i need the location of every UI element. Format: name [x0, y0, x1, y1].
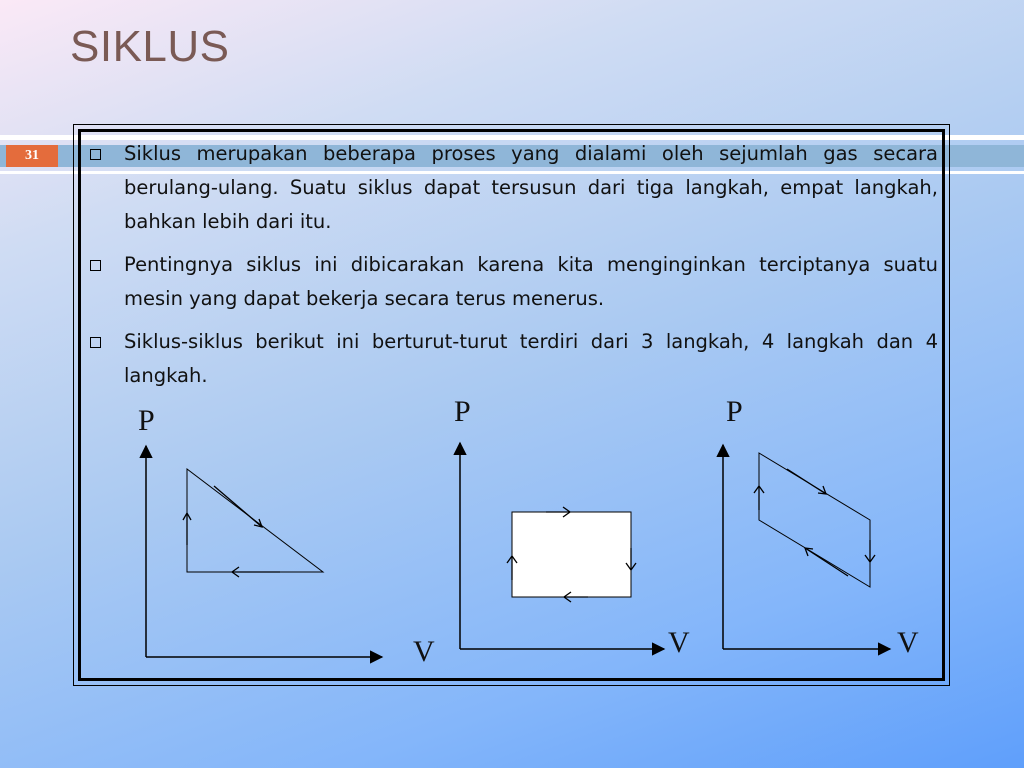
- pv-diagram-rectangle: [454, 395, 690, 659]
- pv-diagram-triangle: [138, 404, 435, 668]
- cycle-direction-arrows: [754, 469, 875, 576]
- bullet-text: Pentingnya siklus ini dibicarakan karena kita menginginkan terciptanya suatu mesin yang dapat bekerja secara terus menerus.: [124, 253, 938, 310]
- rectangle-cycle-path: [512, 512, 631, 597]
- parallelogram-cycle-path: [759, 453, 870, 587]
- bullet-text: Siklus merupakan beberapa proses yang dialami oleh sejumlah gas secara berulang-ulang. Suatu siklus dapat tersusun dari tiga langkah, empat langkah, bahkan lebih dari itu.: [124, 142, 938, 233]
- slide-number-badge: 31: [6, 145, 58, 167]
- p-axis-label: P: [454, 395, 471, 428]
- p-axis-label: P: [138, 404, 155, 437]
- bullet-text: Siklus-siklus berikut ini berturut-turut terdiri dari 3 langkah, 4 langkah dan 4 langkah.: [124, 330, 938, 387]
- pv-diagram-parallelogram: [723, 395, 919, 659]
- v-axis-label: V: [413, 635, 435, 668]
- v-axis-label: V: [897, 626, 919, 659]
- slide-title: SIKLUS: [70, 22, 230, 71]
- p-axis-label: P: [726, 395, 743, 428]
- cycle-direction-arrows: [183, 486, 280, 577]
- v-axis-label: V: [668, 626, 690, 659]
